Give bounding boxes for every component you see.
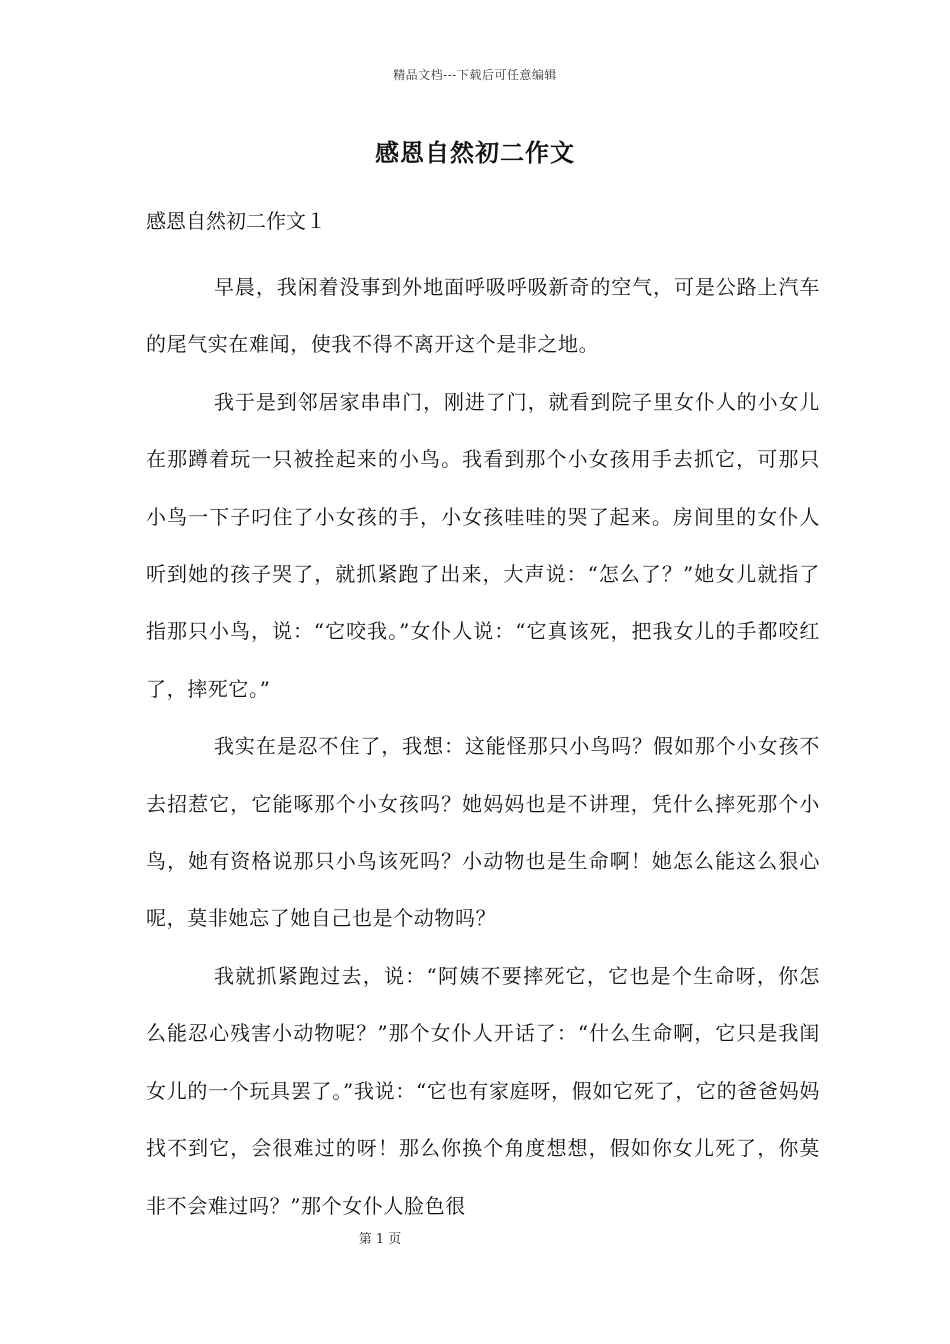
paragraph-3: 我实在是忍不住了，我想：这能怪那只小鸟吗？假如那个小女孩不去招惹它，它能啄那个小女孩吗？她妈妈也是不讲理，凭什么摔死那个小鸟，她有资格说那只小鸟该死吗？小动物也是生命啊！她怎么能这么狠心呢，莫非她忘了她自己也是个动物吗？	[146, 734, 820, 931]
paragraph-4: 我就抓紧跑过去，说：“阿姨不要摔死它，它也是个生命呀，你怎么能忍心残害小动物呢？”那个女仆人开话了：“什么生命啊，它只是我闺女儿的一个玩具罢了。”我说：“它也有家庭呀，假如它死了，它的爸爸妈妈找不到它，会很难过的呀！那么你换个角度想想，假如你女儿死了，你莫非不会难过吗？”那个女仆人脸色很	[146, 963, 820, 1218]
document-body	[146, 259, 820, 1235]
document-subtitle: 感恩自然初二作文１	[146, 209, 326, 233]
page-header: 精品文档---下载后可任意编辑	[393, 68, 557, 82]
paragraph-2: 我于是到邻居家串串门，刚进了门，就看到院子里女仆人的小女儿在那蹲着玩一只被拴起来的小鸟。我看到那个小女孩用手去抓它，可那只小鸟一下子叼住了小女孩的手，小女孩哇哇的哭了起来。房间里的女仆人听到她的孩子哭了，就抓紧跑了出来，大声说：“怎么了？”她女儿就指了指那只小鸟，说：“它咬我。”女仆人说：“它真该死，把我女儿的手都咬红了，摔死它。”	[146, 389, 820, 701]
document-title: 感恩自然初二作文	[375, 138, 575, 167]
paragraph-1: 早晨，我闲着没事到外地面呼吸呼吸新奇的空气，可是公路上汽车的尾气实在难闻，使我不得不离开这个是非之地。	[146, 275, 820, 357]
page-number: 第 1 页	[358, 1232, 402, 1247]
